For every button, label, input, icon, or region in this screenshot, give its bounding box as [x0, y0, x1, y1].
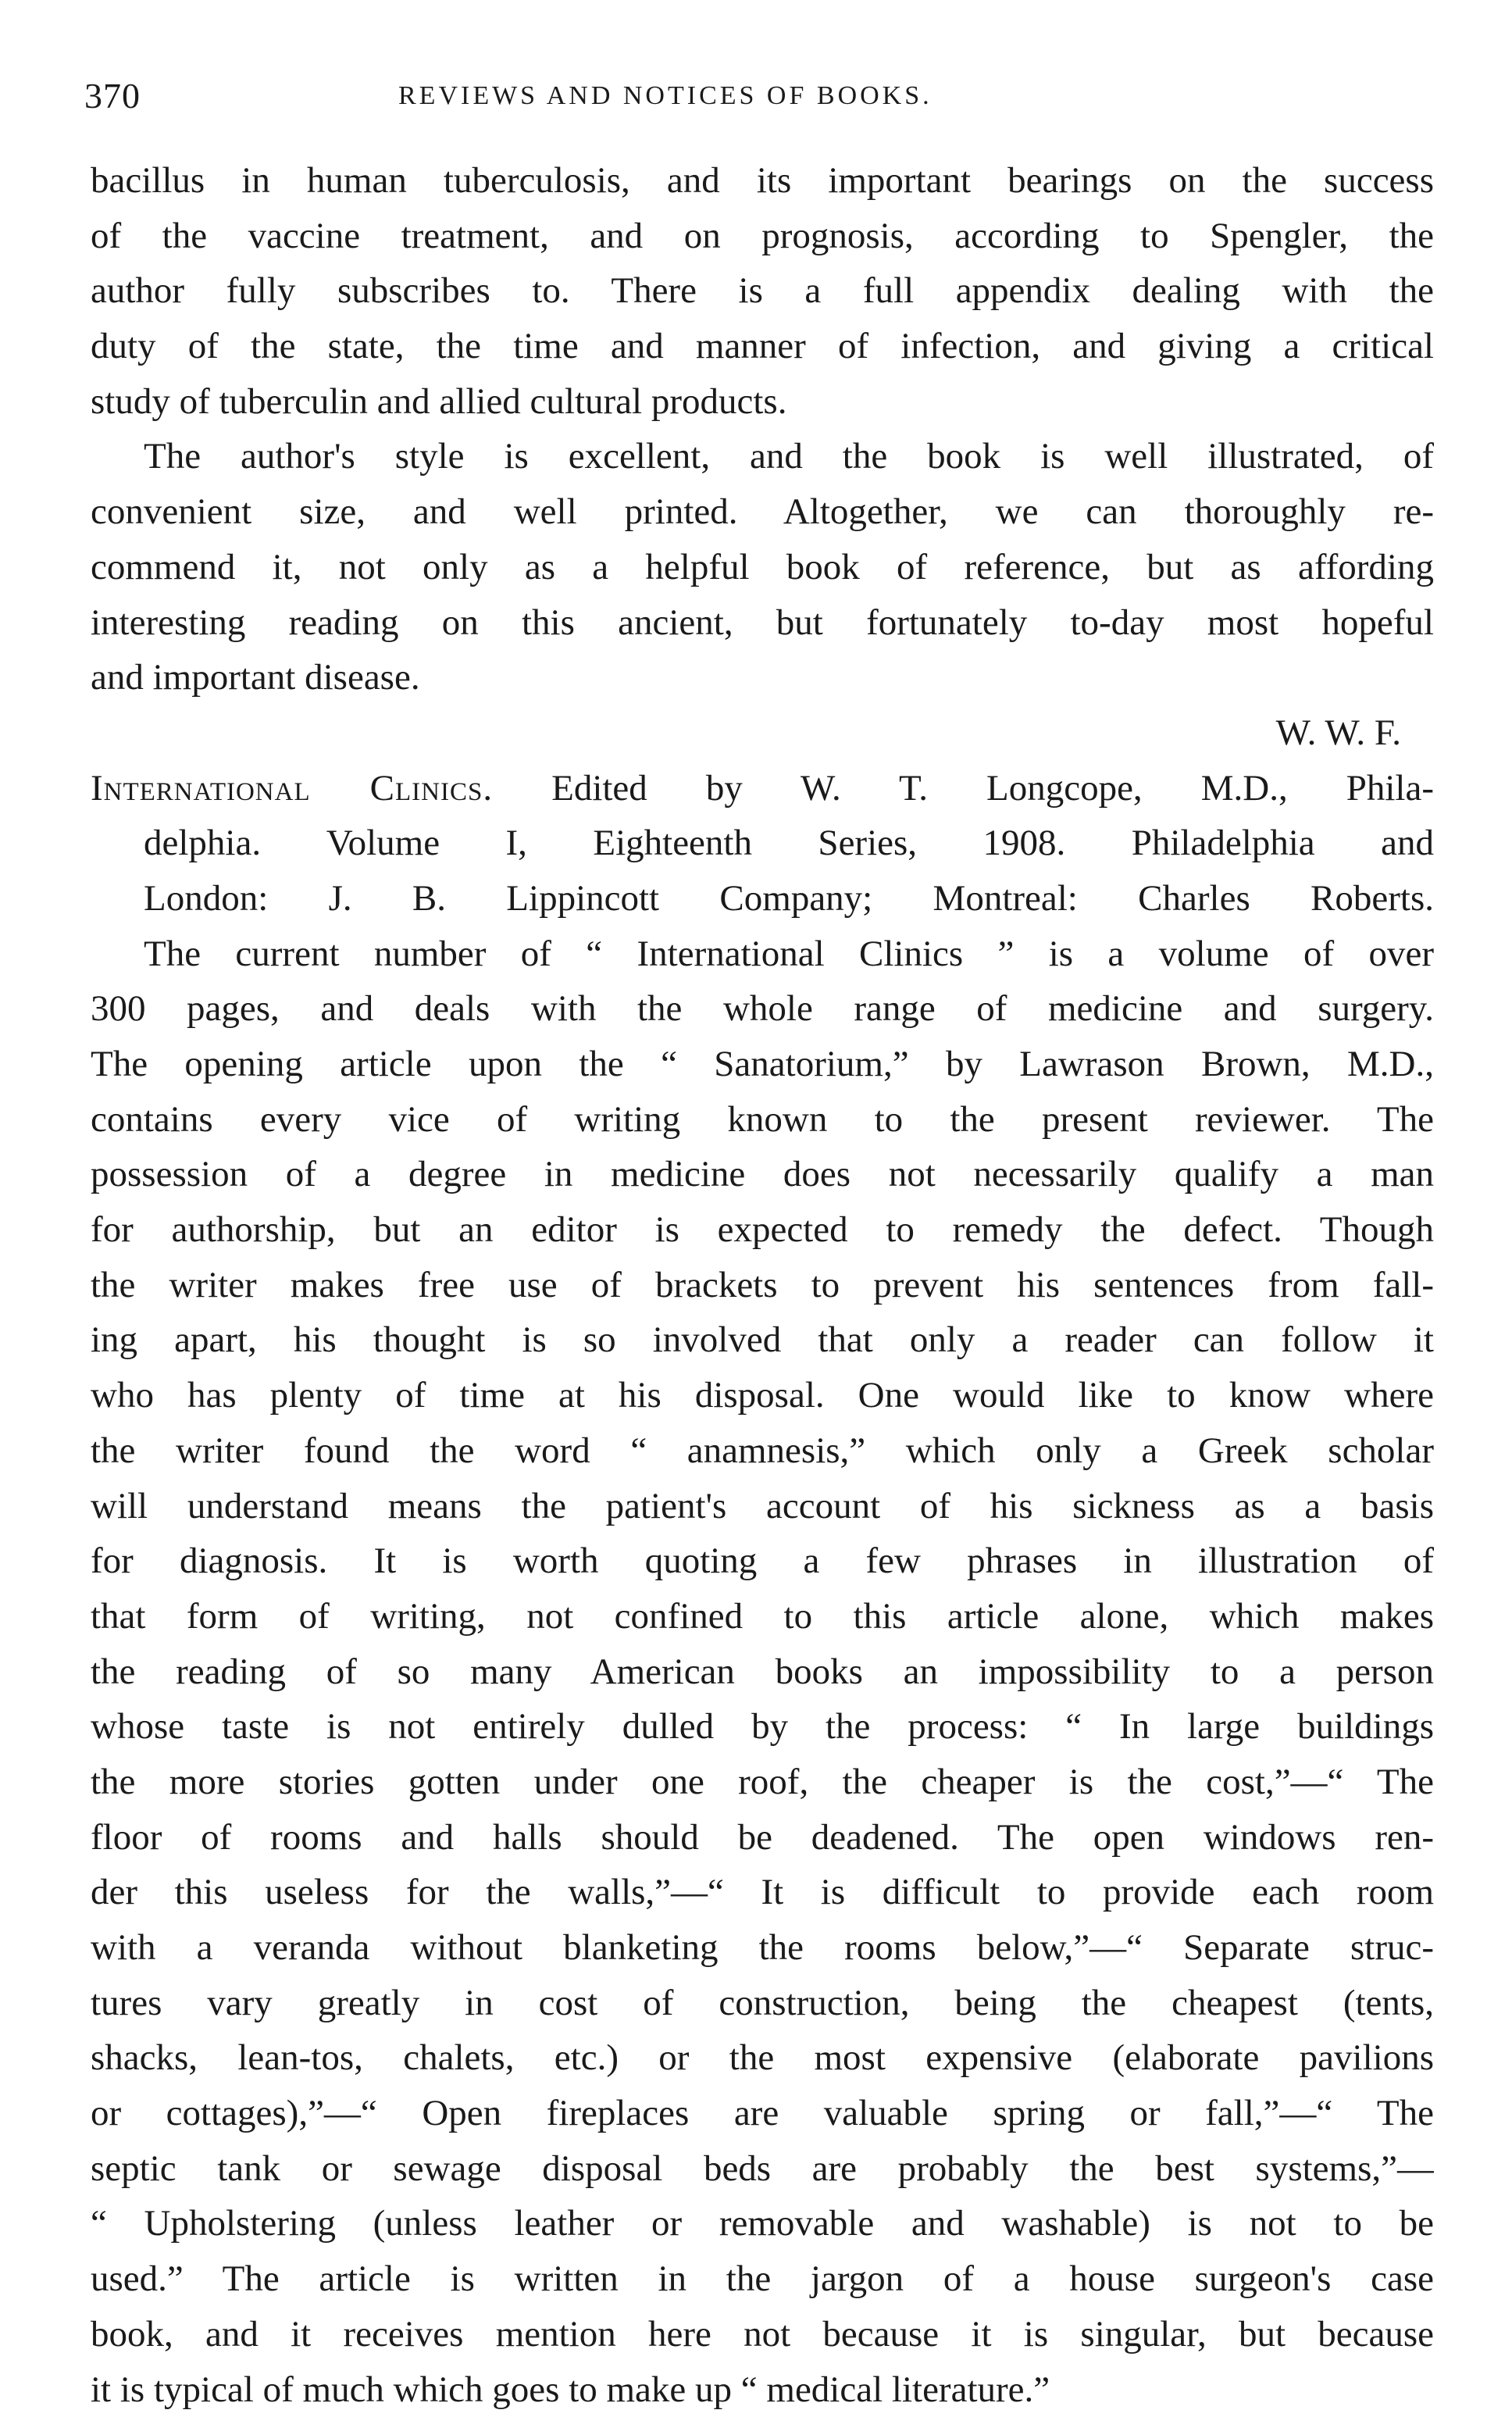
review-tuberculosis	[91, 153, 1434, 761]
text-line: The author's style is excellent, and the book is well illustrated, of	[91, 429, 1434, 484]
text-line: possession of a degree in medicine does not necessarily qualify a man	[91, 1147, 1434, 1202]
reviewer-signature: W. W. F.	[91, 705, 1434, 761]
text-line: author fully subscribes to. There is a full appendix dealing with the	[91, 263, 1434, 319]
text-line: and important disease.	[91, 650, 1434, 705]
text-line: contains every vice of writing known to the present reviewer. The	[91, 1092, 1434, 1148]
text-line: commend it, not only as a helpful book of reference, but as affording	[91, 540, 1434, 595]
text-line: septic tank or sewage disposal beds are probably the best systems,”—	[91, 2141, 1434, 2197]
review-international-clinics	[91, 761, 1434, 2417]
text-line: for diagnosis. It is worth quoting a few phrases in illustration of	[91, 1533, 1434, 1589]
text-line: it is typical of much which goes to make up “ medical literature.”	[91, 2362, 1434, 2417]
text-line: for authorship, but an editor is expected to remedy the defect. Though	[91, 1202, 1434, 1258]
text-line: tures vary greatly in cost of construction, being the cheapest (tents,	[91, 1976, 1434, 2031]
text-line: interesting reading on this ancient, but fortunately to-day most hopeful	[91, 595, 1434, 651]
text-line: the reading of so many American books an impossibility to a person	[91, 1644, 1434, 1700]
text-line: floor of rooms and halls should be deadened. The open windows ren-	[91, 1810, 1434, 1865]
text-line: ing apart, his thought is so involved that only a reader can follow it	[91, 1312, 1434, 1368]
text-line: who has plenty of time at his disposal. One would like to know where	[91, 1368, 1434, 1423]
text-line: 300 pages, and deals with the whole range of medicine and surgery.	[91, 981, 1434, 1037]
text-line: shacks, lean-tos, chalets, etc.) or the most expensive (elaborate pavilions	[91, 2030, 1434, 2086]
book-citation	[91, 761, 1434, 816]
citation-line: London: J. B. Lippincott Company; Montreal: Charles Roberts.	[91, 871, 1434, 926]
book-title: International Clinics.	[91, 768, 493, 809]
text-line: with a veranda without blanketing the rooms below,”—“ Separate struc-	[91, 1920, 1434, 1976]
text-line: will understand means the patient's account of his sickness as a basis	[91, 1479, 1434, 1534]
text-line: the writer makes free use of brackets to prevent his sentences from fall-	[91, 1258, 1434, 1313]
text-line: convenient size, and well printed. Altogether, we can thoroughly re-	[91, 484, 1434, 540]
text-line: bacillus in human tuberculosis, and its important bearings on the success	[91, 153, 1434, 209]
text-line: of the vaccine treatment, and on prognosis, according to Spengler, the	[91, 209, 1434, 264]
text-line: the more stories gotten under one roof, the cheaper is the cost,”—“ The	[91, 1755, 1434, 1810]
text-line: that form of writing, not confined to this article alone, which makes	[91, 1589, 1434, 1644]
text-line: whose taste is not entirely dulled by the process: “ In large buildings	[91, 1699, 1434, 1755]
text-line: The opening article upon the “ Sanatorium,” by Lawrason Brown, M.D.,	[91, 1037, 1434, 1092]
text-line: The current number of “ International Clinics ” is a volume of over	[91, 926, 1434, 982]
page-number: 370	[84, 75, 141, 116]
page-body	[91, 153, 1434, 2417]
citation-text: Edited by W. T. Longcope, M.D., Phila-	[493, 768, 1434, 809]
text-line: study of tuberculin and allied cultural products.	[91, 374, 1434, 430]
text-line: the writer found the word “ anamnesis,” which only a Greek scholar	[91, 1423, 1434, 1479]
page-header	[0, 0, 1512, 133]
citation-line: delphia. Volume I, Eighteenth Series, 1908. Philadelphia and	[91, 816, 1434, 871]
text-line: book, and it receives mention here not because it is singular, but because	[91, 2307, 1434, 2362]
text-line: used.” The article is written in the jargon of a house surgeon's case	[91, 2251, 1434, 2307]
text-line: “ Upholstering (unless leather or removable and washable) is not to be	[91, 2196, 1434, 2251]
text-line: der this useless for the walls,”—“ It is difficult to provide each room	[91, 1865, 1434, 1920]
running-head: REVIEWS AND NOTICES OF BOOKS.	[398, 81, 933, 111]
text-line: duty of the state, the time and manner of infection, and giving a critical	[91, 319, 1434, 374]
text-line: or cottages),”—“ Open fireplaces are valuable spring or fall,”—“ The	[91, 2086, 1434, 2141]
